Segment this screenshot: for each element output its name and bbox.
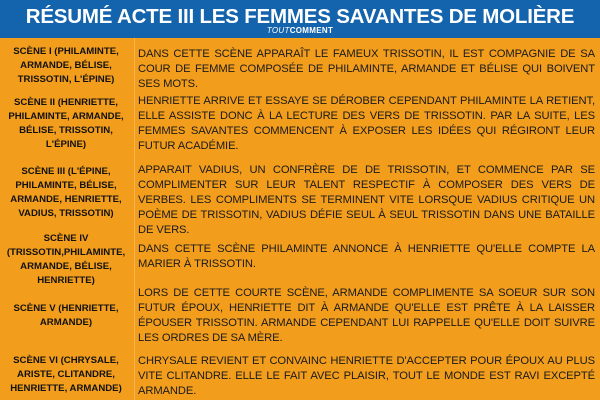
brand-suffix: COMMENT [289, 26, 334, 35]
scene-label: SCÈNE V (HENRIETTE, ARMANDE) [13, 303, 119, 328]
column-divider [134, 38, 135, 400]
scene-label: SCÈNE II (HENRIETTE, PHILAMINTE, ARMANDE, BÉLISE, TRISSOTIN, L'ÉPINE) [8, 97, 124, 150]
brand-logo [0, 26, 600, 35]
scene-label: SCÈNE IV (TRISSOTIN,PHILAMINTE, ARMANDE, BÉLISE, HENRIETTE) [6, 233, 126, 286]
scene-description: CHRYSALE REVIENT ET CONVAINC HENRIETTE D'ACCEPTER POUR ÉPOUX AU PLUS VITE CLITANDRE. ELLE LE FAIT AVEC PLAISIR, TOUT LE MONDE EST RAVI EXCEPTÉ ARMANDE. [138, 355, 595, 397]
scene-description: HENRIETTE ARRIVE ET ESSAYE SE DÉROBER CEPENDANT PHILAMINTE LA RETIENT, ELLE ASSISTE DONC À LA LECTURE DES VERS DE TRISSOTIN. PAR LA SUITE, LES FEMMES SAVANTES COMMENCENT À EXPOSER LES IDÉES QUI RÉGIRONT LEUR FUTUR ACADÉMIE. [138, 95, 595, 152]
scene-description: LORS DE CETTE COURTE SCÈNE, ARMANDE COMPLIMENTE SA SOEUR SUR SON FUTUR ÉPOUX, HENRIETTE DIT À ARMANDE QU'ELLE EST PRÊTE À LA LAISSER ÉPOUSER TRISSOTIN. ARMANDE CEPENDANT LUI RAPPELLE QU'ELLE DOIT SUIVRE LES ORDRES DE SA MÈRE. [138, 287, 595, 344]
scene-label: SCÈNE III (L'ÉPINE, PHILAMINTE, BÉLISE, ARMANDE, HENRIETTE, VADIUS, TRISSOTIN) [10, 166, 122, 219]
scene-description: DANS CETTE SCÈNE APPARAÎT LE FAMEUX TRISSOTIN, IL EST COMPAGNIE DE SA COUR DE FEMME COMPOSÉE DE PHILAMINTE, ARMANDE ET BÉLISE QUI BOIVENT SES MOTS. [138, 48, 595, 90]
scene-label: SCÈNE VI (CHRYSALE, ARISTE, CLITANDRE, HENRIETTE, ARMANDE) [10, 355, 122, 394]
brand-prefix: TOUT [266, 26, 290, 35]
scene-description: DANS CETTE SCÈNE PHILAMINTE ANNONCE À HENRIETTE QU'ELLE COMPTE LA MARIER À TRISSOTIN. [138, 243, 595, 270]
title-banner [0, 0, 600, 38]
scene-description: APPARAIT VADIUS, UN CONFRÈRE DE DE TRISSOTIN, ET COMMENCE PAR SE COMPLIMENTER SUR LEUR TALENT RESPECTIF À COMPOSER DES VERS DE VERBES. LES COMPLIMENTS SE TERMINENT VITE LORSQUE VADIUS CRITIQUE UN POÈME DE TRISSOTIN, VADIUS DÉFIE SEUL À SEUL TRISSOTIN DANS UNE BATAILLE DE VERS. [138, 164, 595, 236]
page-title: RÉSUMÉ ACTE III LES FEMMES SAVANTES DE MOLIÈRE [25, 5, 575, 28]
scene-label: SCÈNE I (PHILAMINTE, ARMANDE, BÉLISE, TRISSOTIN, L'ÉPINE) [13, 46, 119, 85]
